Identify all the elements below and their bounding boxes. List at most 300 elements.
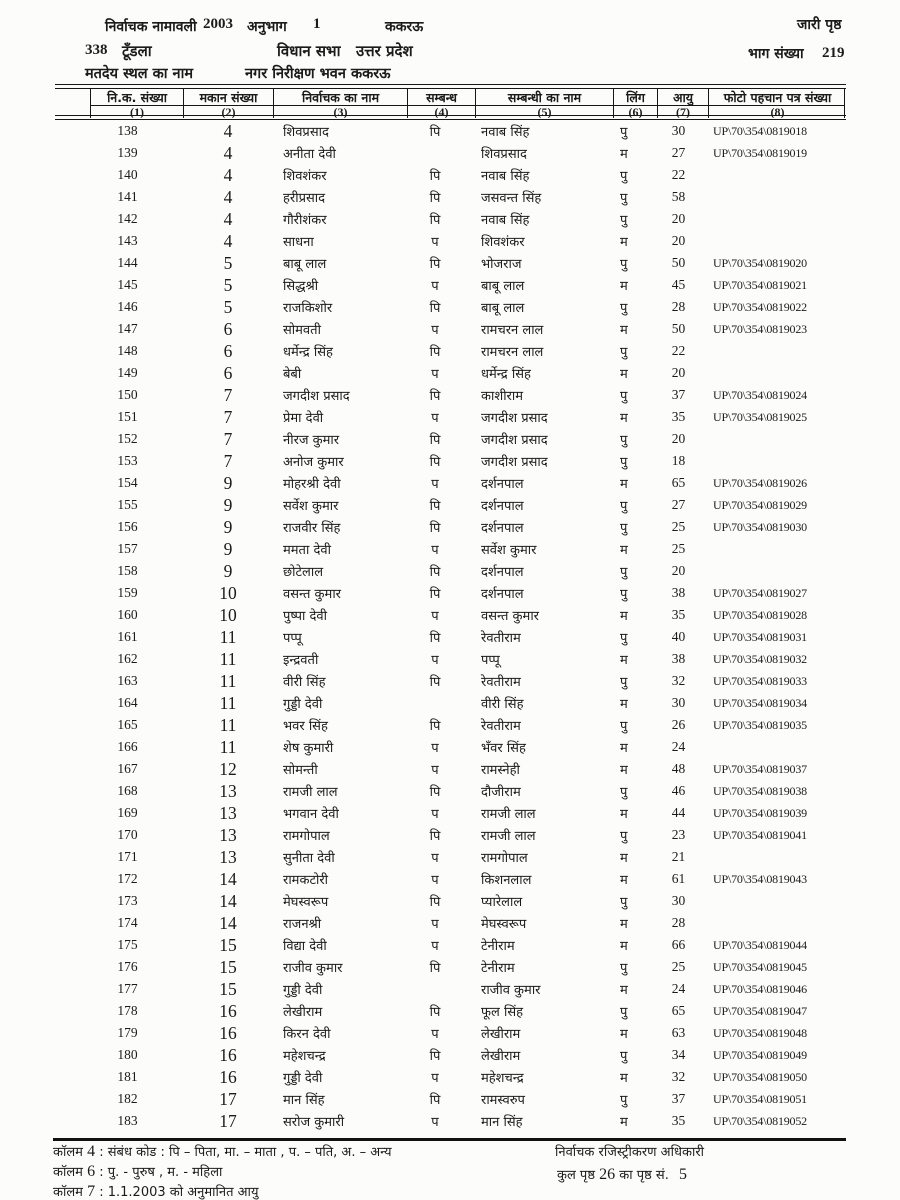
col-header-house: मकान संख्या: [184, 89, 274, 105]
age-cell: 46: [671, 783, 686, 798]
relation-cell: प: [431, 323, 439, 338]
house-number-cell: 5: [223, 274, 233, 295]
table-row: [90, 340, 845, 362]
photo-id-cell: UP\70\354\0819046: [713, 981, 807, 996]
house-number-cell: 4: [223, 230, 233, 251]
relative-name-cell: रेवतीराम: [481, 719, 521, 734]
elector-name-cell: हरीप्रसाद: [283, 191, 326, 206]
house-number-cell: 13: [219, 824, 237, 845]
table-row: [90, 120, 845, 142]
elector-name-cell: शिवप्रसाद: [283, 125, 329, 140]
relation-cell: पि: [429, 961, 441, 976]
relative-name-cell: टेनीराम: [481, 939, 515, 954]
age-cell: 30: [671, 893, 686, 908]
relative-name-cell: धर्मेन्द्र सिंह: [481, 367, 531, 382]
gender-cell: पु: [620, 587, 628, 602]
relative-name-cell: दर्शनपाल: [481, 587, 524, 602]
relative-name-cell: प्यारेलाल: [481, 895, 523, 910]
table-row: [90, 912, 845, 934]
elector-name-cell: अनीता देवी: [283, 147, 336, 162]
table-row: [90, 274, 845, 296]
serial-cell: 142: [117, 211, 138, 226]
age-cell: 30: [671, 695, 686, 710]
photo-id-cell: UP\70\354\0819023: [713, 321, 807, 336]
photo-id-cell: UP\70\354\0819024: [713, 387, 807, 402]
table-row: [90, 626, 845, 648]
house-number-cell: 9: [223, 560, 233, 581]
table-row: [90, 516, 845, 538]
serial-cell: 139: [117, 145, 138, 160]
house-number-cell: 7: [223, 450, 233, 471]
relation-cell: पि: [429, 719, 441, 734]
relation-cell: पि: [429, 895, 441, 910]
gender-cell: पु: [620, 565, 628, 580]
photo-id-cell: UP\70\354\0819019: [713, 145, 807, 160]
elector-name-cell: सोमवती: [283, 323, 321, 338]
elector-name-cell: जगदीश प्रसाद: [283, 389, 350, 404]
col-number-7: (7): [658, 106, 709, 118]
age-cell: 18: [671, 453, 686, 468]
serial-cell: 144: [117, 255, 138, 270]
elector-name-cell: सोमन्ती: [283, 763, 318, 778]
photo-id-cell: UP\70\354\0819035: [713, 717, 807, 732]
table-row: [90, 692, 845, 714]
gender-cell: म: [620, 609, 628, 624]
relation-cell: पि: [429, 125, 441, 140]
table-row: [90, 934, 845, 956]
relative-name-cell: दर्शनपाल: [481, 477, 524, 492]
serial-cell: 167: [117, 761, 138, 776]
relation-cell: प: [431, 477, 439, 492]
age-cell: 37: [671, 1091, 686, 1106]
gender-cell: म: [620, 917, 628, 932]
col-number-2: (2): [184, 106, 274, 118]
age-cell: 44: [671, 805, 686, 820]
age-cell: 32: [671, 1069, 686, 1084]
age-cell: 50: [671, 255, 686, 270]
age-cell: 61: [671, 871, 686, 886]
house-number-cell: 4: [223, 120, 233, 141]
elector-name-cell: किरन देवी: [283, 1027, 331, 1042]
age-cell: 30: [671, 123, 686, 138]
elector-name-cell: ममता देवी: [283, 543, 331, 558]
total-pages: 26: [599, 1166, 616, 1183]
elector-name-cell: मोहरश्री देवी: [283, 477, 341, 492]
age-cell: 20: [671, 365, 686, 380]
relative-name-cell: बाबू लाल: [481, 279, 525, 294]
assembly-label: विधान सभा: [277, 42, 341, 60]
serial-cell: 138: [117, 123, 138, 138]
house-number-cell: 10: [219, 582, 237, 603]
gender-cell: पु: [620, 433, 628, 448]
footer-note-colnum: 4: [87, 1143, 96, 1160]
footer-note-colnum: 6: [87, 1163, 96, 1180]
house-number-cell: 11: [219, 626, 237, 647]
serial-cell: 159: [117, 585, 138, 600]
gender-cell: म: [620, 147, 628, 162]
serial-cell: 169: [117, 805, 138, 820]
part-number: 219: [822, 45, 845, 61]
photo-id-cell: UP\70\354\0819049: [713, 1047, 807, 1062]
elector-name-cell: प्रेमा देवी: [283, 411, 324, 426]
section-number: 1: [313, 16, 321, 32]
col-header-relation: सम्बन्ध: [408, 89, 476, 105]
age-cell: 21: [671, 849, 686, 864]
serial-cell: 178: [117, 1003, 138, 1018]
table-row: [90, 846, 845, 868]
age-cell: 38: [671, 651, 686, 666]
photo-id-cell: UP\70\354\0819045: [713, 959, 807, 974]
serial-cell: 166: [117, 739, 138, 754]
photo-id-cell: UP\70\354\0819051: [713, 1091, 807, 1106]
age-cell: 35: [671, 1113, 686, 1128]
photo-id-cell: UP\70\354\0819041: [713, 827, 807, 842]
elector-name-cell: गुड्डी देवी: [283, 1071, 323, 1086]
age-cell: 24: [671, 739, 686, 754]
house-number-cell: 4: [223, 164, 233, 185]
house-number-cell: 14: [219, 868, 237, 889]
house-number-cell: 7: [223, 406, 233, 427]
relation-cell: पि: [429, 565, 441, 580]
serial-cell: 181: [117, 1069, 138, 1084]
serial-cell: 172: [117, 871, 138, 886]
voter-table-body: [90, 120, 845, 1132]
relative-name-cell: नवाब सिंह: [481, 125, 530, 140]
table-row: [90, 1088, 845, 1110]
photo-id-cell: UP\70\354\0819018: [713, 123, 807, 138]
elector-name-cell: अनोज कुमार: [283, 455, 344, 470]
gender-cell: पु: [620, 125, 628, 140]
elector-name-cell: मेघस्वरूप: [283, 895, 329, 910]
house-number-cell: 4: [223, 208, 233, 229]
age-cell: 35: [671, 607, 686, 622]
relation-cell: पि: [429, 631, 441, 646]
photo-id-cell: UP\70\354\0819033: [713, 673, 807, 688]
page-number-label: का पृष्ठ सं.: [619, 1168, 669, 1183]
elector-name-cell: भवर सिंह: [283, 719, 328, 734]
house-number-cell: 16: [219, 1022, 237, 1043]
table-row: [90, 538, 845, 560]
relative-name-cell: मान सिंह: [481, 1115, 523, 1130]
relation-cell: प: [431, 653, 439, 668]
age-cell: 26: [671, 717, 686, 732]
relation-cell: प: [431, 873, 439, 888]
relative-name-cell: नवाब सिंह: [481, 169, 530, 184]
house-number-cell: 17: [219, 1110, 237, 1131]
table-row: [90, 1066, 845, 1088]
relation-cell: प: [431, 1115, 439, 1130]
elector-name-cell: इन्द्रवती: [283, 653, 319, 668]
elector-name-cell: गुड्डी देवी: [283, 983, 323, 998]
house-number-cell: 16: [219, 1000, 237, 1021]
relation-cell: पि: [429, 1049, 441, 1064]
table-row: [90, 868, 845, 890]
elector-name-cell: सुनीता देवी: [283, 851, 335, 866]
gender-cell: पु: [620, 961, 628, 976]
relation-cell: प: [431, 741, 439, 756]
page-count-line: [557, 1165, 687, 1184]
serial-cell: 170: [117, 827, 138, 842]
gender-cell: म: [620, 983, 628, 998]
gender-cell: म: [620, 411, 628, 426]
elector-name-cell: सिद्धश्री: [283, 279, 319, 294]
table-row: [90, 780, 845, 802]
relation-cell: प: [431, 763, 439, 778]
house-number-cell: 9: [223, 538, 233, 559]
col-header-relative-name: सम्बन्धी का नाम: [476, 89, 614, 105]
photo-id-cell: UP\70\354\0819020: [713, 255, 807, 270]
age-cell: 27: [671, 497, 686, 512]
house-number-cell: 4: [223, 186, 233, 207]
age-cell: 63: [671, 1025, 686, 1040]
age-cell: 38: [671, 585, 686, 600]
table-row: [90, 758, 845, 780]
table-row: [90, 406, 845, 428]
age-cell: 32: [671, 673, 686, 688]
relation-cell: प: [431, 807, 439, 822]
age-cell: 20: [671, 431, 686, 446]
age-cell: 35: [671, 409, 686, 424]
table-header: [90, 89, 845, 118]
house-number-cell: 16: [219, 1044, 237, 1065]
elector-name-cell: छोटेलाल: [283, 565, 324, 580]
relative-name-cell: दर्शनपाल: [481, 499, 524, 514]
photo-id-cell: UP\70\354\0819031: [713, 629, 807, 644]
elector-name-cell: राजनश्री: [283, 917, 322, 932]
serial-cell: 165: [117, 717, 138, 732]
relation-cell: प: [431, 235, 439, 250]
relation-cell: पि: [429, 499, 441, 514]
relation-cell: प: [431, 279, 439, 294]
elector-name-cell: बाबू लाल: [283, 257, 327, 272]
age-cell: 20: [671, 563, 686, 578]
footer-note-text: : पु. - पुरुष , म. - महिला: [99, 1165, 223, 1180]
photo-id-cell: UP\70\354\0819021: [713, 277, 807, 292]
house-number-cell: 9: [223, 472, 233, 493]
photo-id-cell: UP\70\354\0819038: [713, 783, 807, 798]
state-name: उत्तर प्रदेश: [356, 42, 413, 60]
relative-name-cell: टेनीराम: [481, 961, 515, 976]
table-row: [90, 978, 845, 1000]
elector-name-cell: सरोज कुमारी: [283, 1115, 345, 1130]
relative-name-cell: राजीव कुमार: [481, 983, 541, 998]
house-number-cell: 14: [219, 912, 237, 933]
relative-name-cell: रामस्नेही: [481, 763, 520, 778]
relation-cell: पि: [429, 191, 441, 206]
age-cell: 20: [671, 211, 686, 226]
roll-title: निर्वाचक नामावली: [105, 19, 197, 35]
col-header-age: आयु: [658, 89, 709, 105]
relation-cell: प: [431, 367, 439, 382]
relative-name-cell: किशनलाल: [481, 873, 532, 888]
relative-name-cell: रामगोपाल: [481, 851, 528, 866]
serial-cell: 158: [117, 563, 138, 578]
gender-cell: पु: [620, 345, 628, 360]
relation-cell: पि: [429, 169, 441, 184]
elector-name-cell: पप्पू: [283, 631, 302, 646]
photo-id-cell: UP\70\354\0819050: [713, 1069, 807, 1084]
relative-name-cell: पप्पू: [481, 653, 500, 668]
elector-name-cell: लेखीराम: [283, 1005, 323, 1020]
house-number-cell: 11: [219, 692, 237, 713]
age-cell: 58: [671, 189, 686, 204]
polling-place-name: नगर निरीक्षण भवन ककरऊ: [245, 66, 391, 82]
elector-name-cell: पुष्पा देवी: [283, 609, 327, 624]
house-number-cell: 13: [219, 780, 237, 801]
footer-note-col7: [53, 1182, 259, 1200]
serial-cell: 174: [117, 915, 138, 930]
table-row: [90, 560, 845, 582]
serial-cell: 162: [117, 651, 138, 666]
relation-cell: पि: [429, 785, 441, 800]
gender-cell: म: [620, 279, 628, 294]
house-number-cell: 13: [219, 802, 237, 823]
age-cell: 40: [671, 629, 686, 644]
serial-cell: 149: [117, 365, 138, 380]
photo-id-cell: UP\70\354\0819032: [713, 651, 807, 666]
relation-cell: प: [431, 851, 439, 866]
relation-cell: प: [431, 411, 439, 426]
footer-note-colnum: 7: [87, 1183, 96, 1200]
relative-name-cell: भोजराज: [481, 257, 522, 272]
gender-cell: म: [620, 807, 628, 822]
relation-cell: पि: [429, 301, 441, 316]
area-name: ककरऊ: [385, 19, 424, 35]
table-row: [90, 450, 845, 472]
photo-id-cell: UP\70\354\0819030: [713, 519, 807, 534]
table-row: [90, 890, 845, 912]
elector-name-cell: गुड्डी देवी: [283, 697, 323, 712]
ac-number: 338: [85, 42, 108, 58]
photo-id-cell: UP\70\354\0819048: [713, 1025, 807, 1040]
col-number-5: (5): [476, 106, 614, 118]
relation-cell: पि: [429, 389, 441, 404]
house-number-cell: 15: [219, 978, 237, 999]
relative-name-cell: रामजी लाल: [481, 807, 536, 822]
gender-cell: पु: [620, 521, 628, 536]
table-row: [90, 142, 845, 164]
relation-cell: पि: [429, 213, 441, 228]
serial-cell: 150: [117, 387, 138, 402]
col-header-elector-name: निर्वाचक का नाम: [274, 89, 408, 105]
table-header-labels: [91, 89, 844, 105]
serial-cell: 183: [117, 1113, 138, 1128]
table-row: [90, 736, 845, 758]
polling-place-label: मतदेय स्थल का नाम: [85, 66, 194, 82]
house-number-cell: 17: [219, 1088, 237, 1109]
table-row: [90, 714, 845, 736]
elector-name-cell: नीरज कुमार: [283, 433, 340, 448]
age-cell: 22: [671, 343, 686, 358]
table-row: [90, 494, 845, 516]
serial-cell: 168: [117, 783, 138, 798]
col-number-6: (6): [614, 106, 658, 118]
col-number-1: (1): [91, 106, 184, 118]
elector-name-cell: रामजी लाल: [283, 785, 338, 800]
col-number-4: (4): [408, 106, 476, 118]
relative-name-cell: सर्वेश कुमार: [481, 543, 537, 558]
col-header-gender: लिंग: [614, 89, 658, 105]
house-number-cell: 12: [219, 758, 237, 779]
house-number-cell: 11: [219, 670, 237, 691]
col-number-8: (8): [770, 106, 785, 118]
serial-cell: 157: [117, 541, 138, 556]
relative-name-cell: रामजी लाल: [481, 829, 536, 844]
gender-cell: पु: [620, 719, 628, 734]
age-cell: 37: [671, 387, 686, 402]
house-number-cell: 7: [223, 384, 233, 405]
elector-name-cell: धर्मेन्द्र सिंह: [283, 345, 333, 360]
serial-cell: 163: [117, 673, 138, 688]
house-number-cell: 11: [219, 648, 237, 669]
gender-cell: म: [620, 367, 628, 382]
table-row: [90, 582, 845, 604]
relation-cell: प: [431, 609, 439, 624]
house-number-cell: 14: [219, 890, 237, 911]
gender-cell: म: [620, 697, 628, 712]
elector-name-cell: भगवान देवी: [283, 807, 339, 822]
house-number-cell: 6: [223, 340, 233, 361]
footer-note-label: कॉलम: [53, 1145, 83, 1160]
table-row: [90, 824, 845, 846]
footer-note-label: कॉलम: [53, 1165, 83, 1180]
elector-name-cell: वीरी सिंह: [283, 675, 326, 690]
gender-cell: म: [620, 939, 628, 954]
relative-name-cell: नवाब सिंह: [481, 213, 530, 228]
registration-officer-label: निर्वाचक रजिस्ट्रीकरण अधिकारी: [555, 1145, 705, 1160]
roll-year: 2003: [203, 16, 233, 32]
gender-cell: पु: [620, 455, 628, 470]
elector-name-cell: राजकिशोर: [283, 301, 333, 316]
current-page-number: 5: [678, 1166, 687, 1183]
relative-name-cell: रेवतीराम: [481, 631, 521, 646]
relation-cell: पि: [429, 829, 441, 844]
relative-name-cell: रामस्वरुप: [481, 1093, 525, 1108]
serial-cell: 145: [117, 277, 138, 292]
photo-id-cell: UP\70\354\0819039: [713, 805, 807, 820]
relative-name-cell: दर्शनपाल: [481, 521, 524, 536]
elector-name-cell: राजीव कुमार: [283, 961, 343, 976]
relation-cell: प: [431, 917, 439, 932]
house-number-cell: 9: [223, 494, 233, 515]
gender-cell: पु: [620, 829, 628, 844]
serial-cell: 164: [117, 695, 138, 710]
relative-name-cell: दौजीराम: [481, 785, 521, 800]
elector-name-cell: विद्या देवी: [283, 939, 327, 954]
gender-cell: म: [620, 851, 628, 866]
relation-cell: पि: [429, 1005, 441, 1020]
gender-cell: पु: [620, 301, 628, 316]
gender-cell: पु: [620, 169, 628, 184]
serial-cell: 143: [117, 233, 138, 248]
elector-name-cell: मान सिंह: [283, 1093, 325, 1108]
photo-id-cell: UP\70\354\0819027: [713, 585, 807, 600]
relation-cell: प: [431, 1027, 439, 1042]
photo-id-cell: UP\70\354\0819034: [713, 695, 807, 710]
elector-name-cell: महेशचन्द्र: [283, 1049, 326, 1064]
age-cell: 28: [671, 915, 686, 930]
house-number-cell: 5: [223, 296, 233, 317]
serial-cell: 154: [117, 475, 138, 490]
photo-id-cell: UP\70\354\0819044: [713, 937, 807, 952]
gender-cell: पु: [620, 631, 628, 646]
relation-cell: पि: [429, 1093, 441, 1108]
house-number-cell: 13: [219, 846, 237, 867]
serial-cell: 146: [117, 299, 138, 314]
relative-name-cell: रामचरन लाल: [481, 345, 544, 360]
photo-id-cell: UP\70\354\0819029: [713, 497, 807, 512]
house-number-cell: 7: [223, 428, 233, 449]
